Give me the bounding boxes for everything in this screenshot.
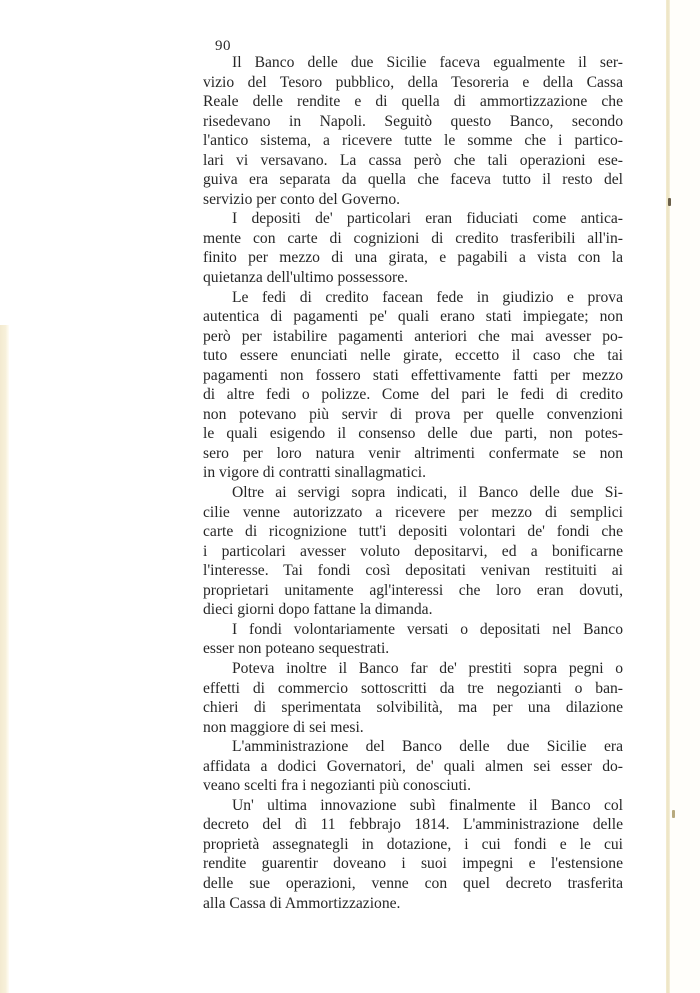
text-line: dieci giorni dopo fattane la dimanda. — [203, 601, 433, 619]
text-line: proprietari unitamente agl'interessi che loro eran dovuti, — [203, 581, 623, 599]
text-line: esser non poteano sequestrati. — [203, 640, 390, 658]
text-line: le quali esigendo il consenso delle due parti, non potes- — [203, 425, 623, 443]
right-page-edge — [666, 0, 670, 993]
text-line: non potevano più servir di prova per quelle convenzioni — [203, 405, 623, 423]
text-line: finito per mezzo di una girata, e pagabili a vista con la — [203, 249, 623, 267]
text-line: I fondi volontariamente versati o depositati nel Banco — [232, 620, 623, 638]
text-line: in vigore di contratti sinallagmatici. — [203, 464, 427, 482]
text-line: rendite guarentir doveano i suoi impegni e l'estensione — [203, 855, 623, 873]
text-line: sero per loro natura venir altrimenti confermate se non — [203, 444, 623, 462]
text-line: proprietà assegnategli in dotazione, i cui fondi e le cui — [203, 835, 623, 853]
text-line: cilie venne autorizzato a ricevere per mezzo di semplici — [203, 503, 623, 521]
paragraph — [203, 796, 623, 913]
text-line: Oltre ai servigi sopra indicati, il Banco delle due Si- — [232, 484, 623, 502]
text-line: servizio per conto del Governo. — [203, 190, 401, 208]
paragraph — [203, 737, 623, 796]
text-line: chieri di sperimentata solvibilità, ma per una dilazione — [203, 699, 623, 717]
right-margin-background — [670, 0, 700, 993]
text-line: però per istabilire pagamenti anteriori che mai avesser po- — [203, 327, 623, 345]
text-line: vizio del Tesoro pubblico, della Tesoreria e della Cassa — [203, 73, 623, 91]
text-line: Reale delle rendite e di quella di ammortizzazione che — [203, 93, 623, 111]
text-line: affidata a dodici Governatori, de' quali almen sei esser do- — [203, 757, 623, 775]
text-line: l'antico sistema, a ricevere tutte le somme che i partico- — [203, 132, 623, 150]
text-line: Poteva inoltre il Banco far de' prestiti sopra pegni o — [232, 659, 623, 677]
text-line: risedevano in Napoli. Seguitò questo Banco, secondo — [203, 112, 623, 130]
text-line: decreto del dì 11 febbrajo 1814. L'amministrazione delle — [203, 816, 623, 834]
text-line: di altre fedi o polizze. Come del pari le fedi di credito — [203, 386, 623, 404]
text-line: guiva era separata da quella che faceva tutto il resto del — [203, 171, 623, 189]
text-line: I depositi de' particolari eran fiduciati come antica- — [232, 210, 623, 228]
paragraph — [203, 209, 623, 287]
paragraph — [203, 483, 623, 620]
text-line: non maggiore di sei mesi. — [203, 718, 364, 736]
text-line: i particolari avesser voluto depositarvi, ed a bonificarne — [203, 542, 623, 560]
text-line: L'amministrazione del Banco delle due Sicilie era — [232, 738, 623, 756]
paragraph — [203, 620, 623, 659]
text-line: l'interesse. Tai fondi così depositati venivan restituiti ai — [203, 562, 623, 580]
text-line: carte di ricognizione tutt'i depositi volontari de' fondi che — [203, 523, 623, 541]
text-line: pagamenti non fossero stati effettivamente fatti per mezzo — [203, 366, 623, 384]
text-line: Un' ultima innovazione subì finalmente il Banco col — [232, 796, 623, 814]
text-line: Le fedi di credito facean fede in giudizio e prova — [232, 288, 623, 306]
text-line: effetti di commercio sottoscritti da tre negozianti o ban- — [203, 679, 623, 697]
page-number: 90 — [215, 38, 231, 54]
body-text — [203, 53, 623, 913]
text-line: delle sue operazioni, venne con quel decreto trasferita — [203, 874, 623, 892]
paragraph — [203, 53, 623, 209]
edge-blemish — [668, 198, 671, 206]
text-line: Il Banco delle due Sicilie faceva egualmente il ser- — [232, 54, 623, 71]
paragraph — [203, 288, 623, 483]
text-line: lari vi versavano. La cassa però che tali operazioni ese- — [203, 151, 623, 169]
text-line: tuto essere enunciati nelle girate, eccetto il caso che tai — [203, 347, 623, 365]
text-line: autentica di pagamenti pe' quali erano stati impiegate; non — [203, 308, 623, 326]
text-line: mente con carte di cognizioni di credito trasferibili all'in- — [203, 229, 623, 247]
text-line: veano scelti fra i negozianti più conosciuti. — [203, 777, 472, 795]
edge-blemish — [672, 810, 675, 818]
left-page-edge — [0, 325, 9, 993]
text-line: quietanza dell'ultimo possessore. — [203, 269, 409, 287]
paragraph — [203, 659, 623, 737]
text-line: alla Cassa di Ammortizzazione. — [203, 894, 401, 912]
